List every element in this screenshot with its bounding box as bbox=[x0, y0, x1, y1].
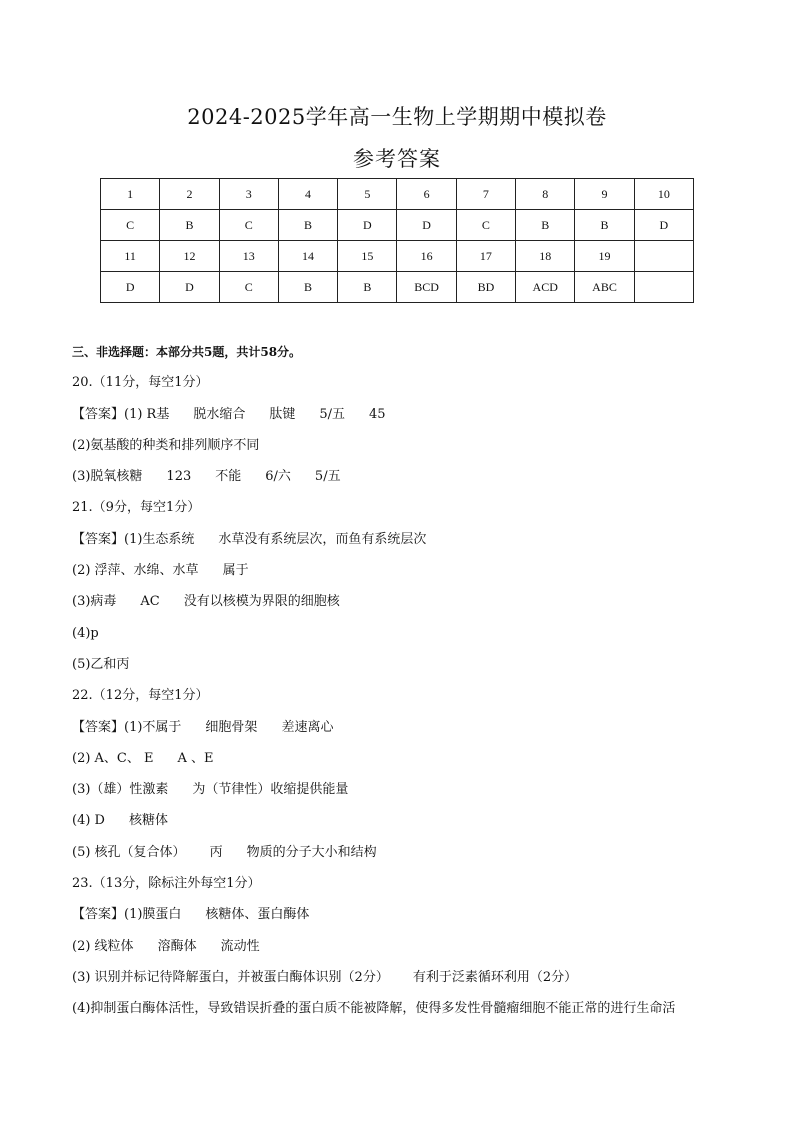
answer-table-cell: C bbox=[101, 210, 160, 241]
answer-segment: 【答案】(1)不属于 bbox=[72, 719, 182, 735]
answer-line bbox=[72, 592, 762, 623]
answer-segment: 22.（12分，每空1分） bbox=[72, 688, 209, 704]
answer-line bbox=[72, 498, 762, 529]
answer-segment: 肽键 bbox=[269, 406, 296, 422]
answer-segment: (2) A、C、 E bbox=[72, 750, 154, 766]
answer-table-cell bbox=[634, 272, 693, 303]
answer-line bbox=[72, 655, 762, 686]
answer-segment: (2) 浮萍、水绵、水草 bbox=[72, 563, 199, 579]
answer-segment: 21.（9分，每空1分） bbox=[72, 500, 201, 516]
answer-segment: (3) 识别并标记待降解蛋白，并被蛋白酶体识别（2分） bbox=[72, 969, 389, 985]
answer-table-row bbox=[101, 272, 694, 303]
answer-segment: 【答案】(1)生态系统 bbox=[72, 531, 195, 547]
answer-content bbox=[72, 342, 762, 1031]
answer-segment: 45 bbox=[369, 406, 386, 422]
answer-line bbox=[72, 467, 762, 498]
answer-line bbox=[72, 686, 762, 717]
answer-table-cell: 10 bbox=[634, 179, 693, 210]
answer-table-cell: 6 bbox=[397, 179, 456, 210]
answer-line bbox=[72, 905, 762, 936]
answer-line bbox=[72, 718, 762, 749]
answer-line bbox=[72, 405, 762, 436]
answer-table-row bbox=[101, 210, 694, 241]
answer-table-cell: 17 bbox=[456, 241, 515, 272]
answer-segment: AC bbox=[140, 594, 160, 610]
document-subtitle: 参考答案 bbox=[353, 147, 441, 171]
answer-segment: (3)脱氧核糖 bbox=[72, 469, 143, 485]
answer-segment: 5/五 bbox=[314, 469, 341, 485]
answer-table-cell: B bbox=[278, 210, 337, 241]
answer-table-cell: 11 bbox=[101, 241, 160, 272]
answer-segment: 为（节律性）收缩提供能量 bbox=[192, 782, 349, 798]
answer-table-cell: 5 bbox=[338, 179, 397, 210]
answer-key-table bbox=[100, 178, 694, 303]
answer-table-cell: B bbox=[516, 210, 575, 241]
answer-table-cell: D bbox=[160, 272, 219, 303]
answer-segment: 丙 bbox=[209, 844, 223, 860]
answer-segment: 流动性 bbox=[220, 938, 260, 954]
answer-table-cell: D bbox=[634, 210, 693, 241]
answer-segment: 6/六 bbox=[265, 469, 291, 485]
answer-table-cell: C bbox=[219, 272, 278, 303]
answer-table-cell bbox=[634, 241, 693, 272]
answer-segment: 不能 bbox=[215, 469, 242, 485]
answer-segment: 【答案】(1)膜蛋白 bbox=[72, 907, 182, 923]
answer-line bbox=[72, 937, 762, 968]
answer-table-cell: B bbox=[575, 210, 634, 241]
answer-segment: 溶酶体 bbox=[157, 938, 197, 954]
answer-segment: (4)抑制蛋白酶体活性，导致错误折叠的蛋白质不能被降解，使得多发性骨髓瘤细胞不能正常的进行生命活 bbox=[72, 1001, 676, 1017]
answer-table-cell: 3 bbox=[219, 179, 278, 210]
answer-segment: 核糖体、蛋白酶体 bbox=[205, 907, 310, 923]
answer-table-cell: C bbox=[219, 210, 278, 241]
answer-table-cell: B bbox=[160, 210, 219, 241]
answer-table-cell: 12 bbox=[160, 241, 219, 272]
answer-line bbox=[72, 968, 762, 999]
answer-line bbox=[72, 874, 762, 905]
answer-table-cell: C bbox=[456, 210, 515, 241]
answer-segment: 123 bbox=[166, 469, 192, 485]
answer-table-cell: 8 bbox=[516, 179, 575, 210]
answer-table-cell: 4 bbox=[278, 179, 337, 210]
answer-table-cell: 13 bbox=[219, 241, 278, 272]
answer-table-cell: 15 bbox=[338, 241, 397, 272]
document-title: 2024-2025学年高一生物上学期期中模拟卷 bbox=[187, 105, 607, 129]
answer-table-cell: B bbox=[278, 272, 337, 303]
answer-table-cell: 14 bbox=[278, 241, 337, 272]
answer-segment: A 、E bbox=[177, 750, 214, 766]
answer-table-cell: ABC bbox=[575, 272, 634, 303]
answer-line bbox=[72, 749, 762, 780]
answer-line bbox=[72, 561, 762, 592]
answer-table-row bbox=[101, 179, 694, 210]
answer-table-cell: 19 bbox=[575, 241, 634, 272]
answer-segment: 脱水缩合 bbox=[193, 406, 246, 422]
answer-segment: 核糖体 bbox=[128, 813, 168, 829]
answer-segment: (4) D bbox=[72, 813, 105, 829]
answer-table-cell: 2 bbox=[160, 179, 219, 210]
answer-table-cell: D bbox=[338, 210, 397, 241]
answer-line bbox=[72, 780, 762, 811]
answer-segment: 【答案】(1) R基 bbox=[72, 406, 170, 422]
answer-segment: 细胞骨架 bbox=[205, 719, 258, 735]
answer-line bbox=[72, 999, 762, 1030]
answer-table-cell: 18 bbox=[516, 241, 575, 272]
answer-table-cell: 9 bbox=[575, 179, 634, 210]
answer-segment: (5)乙和丙 bbox=[72, 656, 130, 672]
answer-segment: 水草没有系统层次，而鱼有系统层次 bbox=[218, 531, 427, 547]
answer-segment: 5/五 bbox=[319, 406, 346, 422]
answer-segment: (2) 线粒体 bbox=[72, 938, 134, 954]
answer-segment: (4)p bbox=[72, 625, 99, 641]
answer-segment: (5) 核孔（复合体） bbox=[72, 844, 186, 860]
answer-table-cell: 1 bbox=[101, 179, 160, 210]
answer-segment: (2)氨基酸的种类和排列顺序不同 bbox=[72, 437, 260, 453]
answer-line bbox=[72, 843, 762, 874]
answer-table-cell: B bbox=[338, 272, 397, 303]
answer-table-cell: 7 bbox=[456, 179, 515, 210]
answer-segment: (3)（雄）性激素 bbox=[72, 782, 169, 798]
answer-segment: 23.（13分，除标注外每空1分） bbox=[72, 876, 261, 892]
answer-segment: 差速离心 bbox=[281, 719, 334, 735]
answer-table-cell: BCD bbox=[397, 272, 456, 303]
answer-segment: 没有以核模为界限的细胞核 bbox=[183, 594, 340, 610]
section-heading: 三、非选择题：本部分共5题，共计58分。 bbox=[72, 345, 302, 359]
answer-segment: (3)病毒 bbox=[72, 594, 117, 610]
answer-table-row bbox=[101, 241, 694, 272]
answer-segment: 物质的分子大小和结构 bbox=[246, 844, 377, 860]
answer-table-cell: BD bbox=[456, 272, 515, 303]
answer-line bbox=[72, 624, 762, 655]
answer-segment: 有利于泛素循环利用（2分） bbox=[412, 969, 578, 985]
answer-line bbox=[72, 436, 762, 467]
answer-line bbox=[72, 811, 762, 842]
answer-segment: 20.（11分，每空1分） bbox=[72, 375, 209, 391]
answer-segment: 属于 bbox=[222, 563, 249, 579]
answer-table-cell: 16 bbox=[397, 241, 456, 272]
answer-table-cell: D bbox=[397, 210, 456, 241]
answer-line bbox=[72, 373, 762, 404]
answer-table-cell: D bbox=[101, 272, 160, 303]
answer-table-cell: ACD bbox=[516, 272, 575, 303]
answer-line bbox=[72, 530, 762, 561]
